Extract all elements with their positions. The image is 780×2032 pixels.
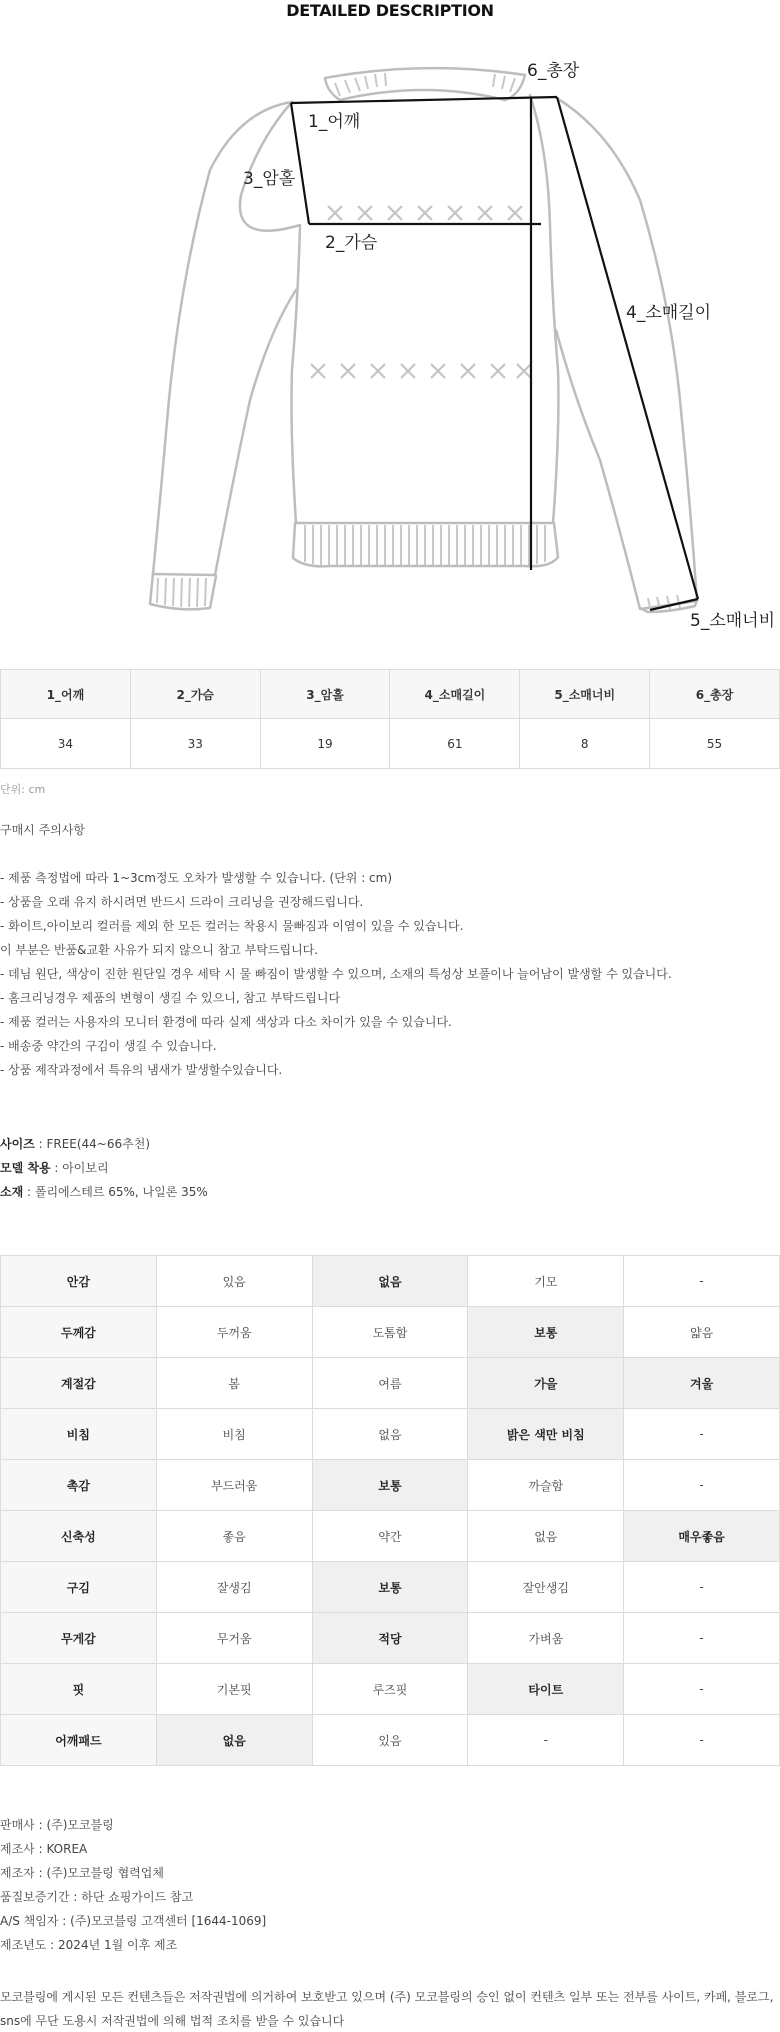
attribute-row — [1, 1562, 780, 1613]
attribute-option-cell: - — [624, 1460, 780, 1511]
attribute-option-cell: 무거움 — [156, 1613, 312, 1664]
attribute-option-cell: 부드러움 — [156, 1460, 312, 1511]
attribute-option-cell: 기모 — [468, 1256, 624, 1307]
attribute-option-cell: 타이트 — [468, 1664, 624, 1715]
notice-line: - 제품 측정법에 따라 1~3cm정도 오차가 발생할 수 있습니다. (단위 : cm) — [0, 871, 393, 885]
spec-model-value: : 아이보리 — [50, 1161, 109, 1175]
attribute-option-cell: 약간 — [312, 1511, 468, 1562]
purchase-notice — [0, 822, 780, 1086]
sweater-measurement-diagram — [0, 40, 780, 640]
attribute-row — [1, 1358, 780, 1409]
label-sleeve-width: 5_소매너비 — [690, 611, 776, 631]
attribute-name-cell: 계절감 — [1, 1358, 157, 1409]
spec-size-value: : FREE(44~66추천) — [34, 1137, 150, 1151]
attribute-option-cell: - — [468, 1715, 624, 1766]
size-header-cell: 1_어깨 — [1, 670, 131, 719]
attribute-row — [1, 1256, 780, 1307]
spec-material-value: : 폴리에스테르 65%, 나일론 35% — [23, 1185, 208, 1199]
product-spec — [0, 1136, 208, 1208]
attribute-option-cell: - — [624, 1664, 780, 1715]
size-table-header-row — [1, 670, 780, 719]
attribute-row — [1, 1307, 780, 1358]
attribute-option-cell: 잘생김 — [156, 1562, 312, 1613]
label-armhole: 3_암홀 — [243, 169, 296, 189]
attribute-option-cell: 있음 — [156, 1256, 312, 1307]
size-value-cell: 55 — [650, 719, 780, 769]
size-value-cell: 61 — [390, 719, 520, 769]
product-attribute-table — [0, 1255, 780, 1766]
notice-line: - 상품을 오래 유지 하시려면 반드시 드라이 크리닝을 권장해드립니다. — [0, 895, 364, 909]
size-value-cell: 19 — [260, 719, 390, 769]
attribute-option-cell: 비침 — [156, 1409, 312, 1460]
attribute-name-cell: 촉감 — [1, 1460, 157, 1511]
attribute-option-cell: 도톰함 — [312, 1307, 468, 1358]
sweater-illustration — [0, 40, 780, 640]
attribute-option-cell: 잘안생김 — [468, 1562, 624, 1613]
notice-line: - 배송중 약간의 구김이 생길 수 있습니다. — [0, 1039, 217, 1053]
size-header-cell: 6_총장 — [650, 670, 780, 719]
attribute-option-cell: 없음 — [312, 1256, 468, 1307]
label-sleeve-length: 4_소매길이 — [626, 303, 712, 323]
attribute-option-cell: - — [624, 1715, 780, 1766]
copyright-notice: 모코블링에 게시된 모든 컨텐츠들은 저작권법에 의거하여 보호받고 있으며 (주) 모코블링의 승인 없이 컨텐츠 일부 또는 전부를 사이트, 카페, 블로그, sns에 무단 도용시 저작권법에 의해 법적 조치를 받을 수 있습니다 — [0, 1990, 774, 2028]
footer-line: 판매사 : (주)모코블링 — [0, 1818, 114, 1832]
spec-material — [0, 1184, 208, 1208]
attribute-option-cell: 보통 — [468, 1307, 624, 1358]
attribute-row — [1, 1460, 780, 1511]
attribute-name-cell: 구김 — [1, 1562, 157, 1613]
attribute-option-cell: 보통 — [312, 1562, 468, 1613]
notice-line: - 데님 원단, 색상이 진한 원단일 경우 세탁 시 물 빠짐이 발생할 수 있으며, 소재의 특성상 보풀이나 늘어남이 발생할 수 있습니다. — [0, 967, 672, 981]
size-header-cell: 3_암홀 — [260, 670, 390, 719]
footer-line: 품질보증기간 : 하단 쇼핑가이드 참고 — [0, 1890, 194, 1904]
attribute-option-cell: - — [624, 1409, 780, 1460]
armhole-line — [291, 103, 309, 224]
spec-size-label: 사이즈 — [0, 1137, 35, 1151]
attribute-name-cell: 신축성 — [1, 1511, 157, 1562]
attribute-row — [1, 1664, 780, 1715]
attribute-option-cell: 밝은 색만 비침 — [468, 1409, 624, 1460]
attribute-name-cell: 비침 — [1, 1409, 157, 1460]
attribute-option-cell: 가벼움 — [468, 1613, 624, 1664]
footer-line: A/S 책임자 : (주)모코블링 고객센터 [1644-1069] — [0, 1914, 267, 1928]
attribute-option-cell: 적당 — [312, 1613, 468, 1664]
attribute-name-cell: 두께감 — [1, 1307, 157, 1358]
label-chest: 2_가슴 — [325, 233, 378, 253]
attribute-option-cell: 여름 — [312, 1358, 468, 1409]
size-header-cell: 5_소매너비 — [520, 670, 650, 719]
attribute-option-cell: 없음 — [156, 1715, 312, 1766]
attribute-option-cell: 봄 — [156, 1358, 312, 1409]
attribute-option-cell: 보통 — [312, 1460, 468, 1511]
notice-heading: 구매시 주의사항 — [0, 823, 85, 837]
notice-line: - 화이트,아이보리 컬러를 제외 한 모든 컬러는 착용시 물빠짐과 이염이 있을 수 있습니다. — [0, 919, 464, 933]
attribute-row — [1, 1511, 780, 1562]
attribute-option-cell: 없음 — [312, 1409, 468, 1460]
attribute-option-cell: 좋음 — [156, 1511, 312, 1562]
attribute-option-cell: - — [624, 1613, 780, 1664]
attribute-option-cell: 기본핏 — [156, 1664, 312, 1715]
notice-line: - 상품 제작과정에서 특유의 냄새가 발생할수있습니다. — [0, 1063, 283, 1077]
notice-line: - 제품 컬러는 사용자의 모니터 환경에 따라 실제 색상과 다소 차이가 있을 수 있습니다. — [0, 1015, 452, 1029]
attribute-option-cell: 겨울 — [624, 1358, 780, 1409]
attribute-option-cell: 얇음 — [624, 1307, 780, 1358]
attribute-row — [1, 1409, 780, 1460]
footer-line: 제조년도 : 2024년 1월 이후 제조 — [0, 1938, 178, 1952]
footer-line: 제조자 : (주)모코블링 협력업체 — [0, 1866, 164, 1880]
attribute-name-cell: 무게감 — [1, 1613, 157, 1664]
attribute-option-cell: 루즈핏 — [312, 1664, 468, 1715]
shoulder-line — [291, 97, 557, 103]
size-table — [0, 669, 780, 769]
attribute-option-cell: 없음 — [468, 1511, 624, 1562]
spec-model — [0, 1160, 208, 1184]
attribute-row — [1, 1715, 780, 1766]
spec-size — [0, 1136, 208, 1160]
label-shoulder: 1_어깨 — [308, 112, 361, 132]
notice-line: 이 부분은 반품&교환 사유가 되지 않으니 참고 부탁드립니다. — [0, 943, 319, 957]
attribute-option-cell: 두꺼움 — [156, 1307, 312, 1358]
attribute-option-cell: - — [624, 1256, 780, 1307]
size-value-cell: 33 — [130, 719, 260, 769]
size-value-cell: 34 — [1, 719, 131, 769]
size-header-cell: 4_소매길이 — [390, 670, 520, 719]
attribute-name-cell: 안감 — [1, 1256, 157, 1307]
spec-material-label: 소재 — [0, 1185, 24, 1199]
attribute-name-cell: 핏 — [1, 1664, 157, 1715]
attribute-option-cell: - — [624, 1562, 780, 1613]
product-info-footer — [0, 1817, 266, 1961]
spec-model-label: 모델 착용 — [0, 1161, 51, 1175]
section-title: DETAILED DESCRIPTION — [286, 1, 494, 20]
notice-line: - 홈크리닝경우 제품의 변형이 생길 수 있으니, 참고 부탁드립니다 — [0, 991, 341, 1005]
attribute-option-cell: 까슬함 — [468, 1460, 624, 1511]
size-unit-note: 단위: cm — [0, 783, 46, 796]
attribute-row — [1, 1613, 780, 1664]
size-table-value-row — [1, 719, 780, 769]
attribute-option-cell: 매우좋음 — [624, 1511, 780, 1562]
footer-line: 제조사 : KOREA — [0, 1842, 88, 1856]
attribute-option-cell: 있음 — [312, 1715, 468, 1766]
label-total-length: 6_총장 — [527, 61, 580, 81]
attribute-name-cell: 어깨패드 — [1, 1715, 157, 1766]
size-value-cell: 8 — [520, 719, 650, 769]
attribute-option-cell: 가을 — [468, 1358, 624, 1409]
size-header-cell: 2_가슴 — [130, 670, 260, 719]
